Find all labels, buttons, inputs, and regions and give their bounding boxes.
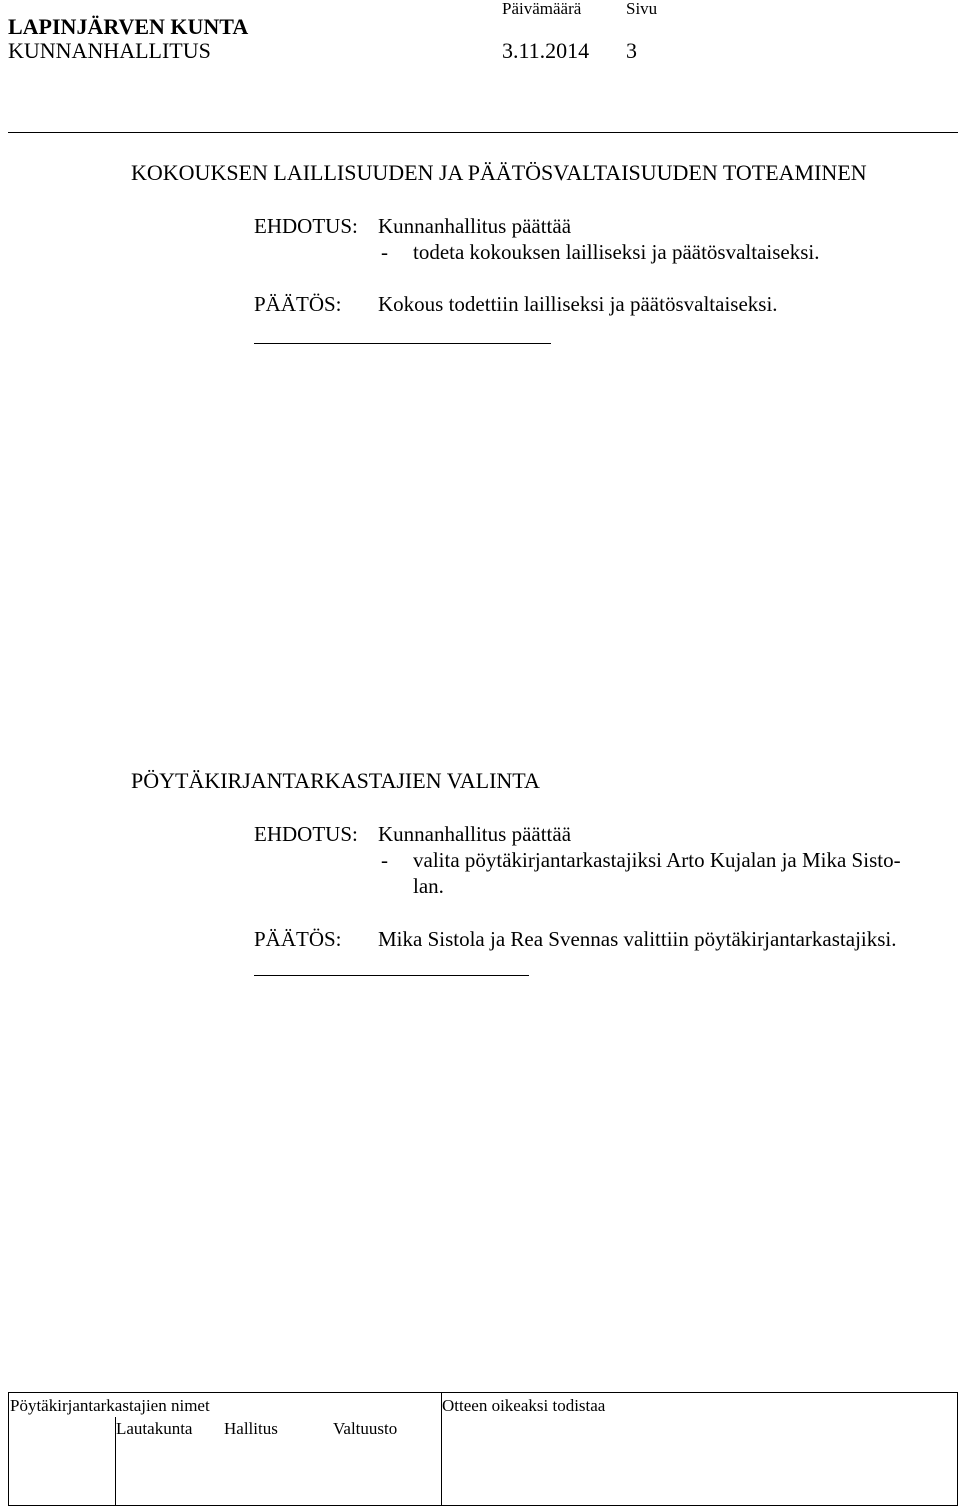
body-name: KUNNANHALLITUS [8,38,211,63]
certify-label: Otteen oikeaksi todistaa [442,1396,606,1415]
proposal-item-text: valita pöytäkirjantarkastajiksi Arto Kujalan ja Mika Sisto- [413,848,901,872]
proposal-intro: Kunnanhallitus päättää [378,822,572,846]
proposal-label: EHDOTUS: [254,822,358,846]
column-hallitus: Hallitus [224,1419,278,1438]
header-divider [8,132,958,133]
proposal-label: EHDOTUS: [254,214,358,238]
proposal-item-dash: - [381,240,388,264]
date-label: Päivämäärä [502,0,582,18]
page-number: 3 [626,38,637,63]
section-end-rule [254,343,551,344]
column-lautakunta: Lautakunta [116,1419,193,1438]
proposal-intro: Kunnanhallitus päättää [378,214,572,238]
section-title: KOKOUKSEN LAILLISUUDEN JA PÄÄTÖSVALTAISUUDEN TOTEAMINEN [131,160,867,185]
decision-text: Kokous todettiin lailliseksi ja päätösvaltaiseksi. [378,292,778,316]
decision-text: Mika Sistola ja Rea Svennas valittiin pöytäkirjantarkastajiksi. [378,927,897,951]
decision-label: PÄÄTÖS: [254,292,342,316]
proposal-item-text: todeta kokouksen lailliseksi ja päätösvaltaiseksi. [413,240,820,264]
section-end-rule [254,975,529,976]
proposal-item-dash: - [381,848,388,872]
page-label: Sivu [626,0,658,18]
proposal-item-text-continued: lan. [413,874,444,898]
reviewers-label: Pöytäkirjantarkastajien nimet [10,1396,210,1415]
organization-name: LAPINJÄRVEN KUNTA [8,14,249,39]
column-valtuusto: Valtuusto [333,1419,398,1438]
meeting-date: 3.11.2014 [502,38,590,63]
section-title: PÖYTÄKIRJANTARKASTAJIEN VALINTA [131,768,540,793]
decision-label: PÄÄTÖS: [254,927,342,951]
signature-footer [8,1392,958,1506]
